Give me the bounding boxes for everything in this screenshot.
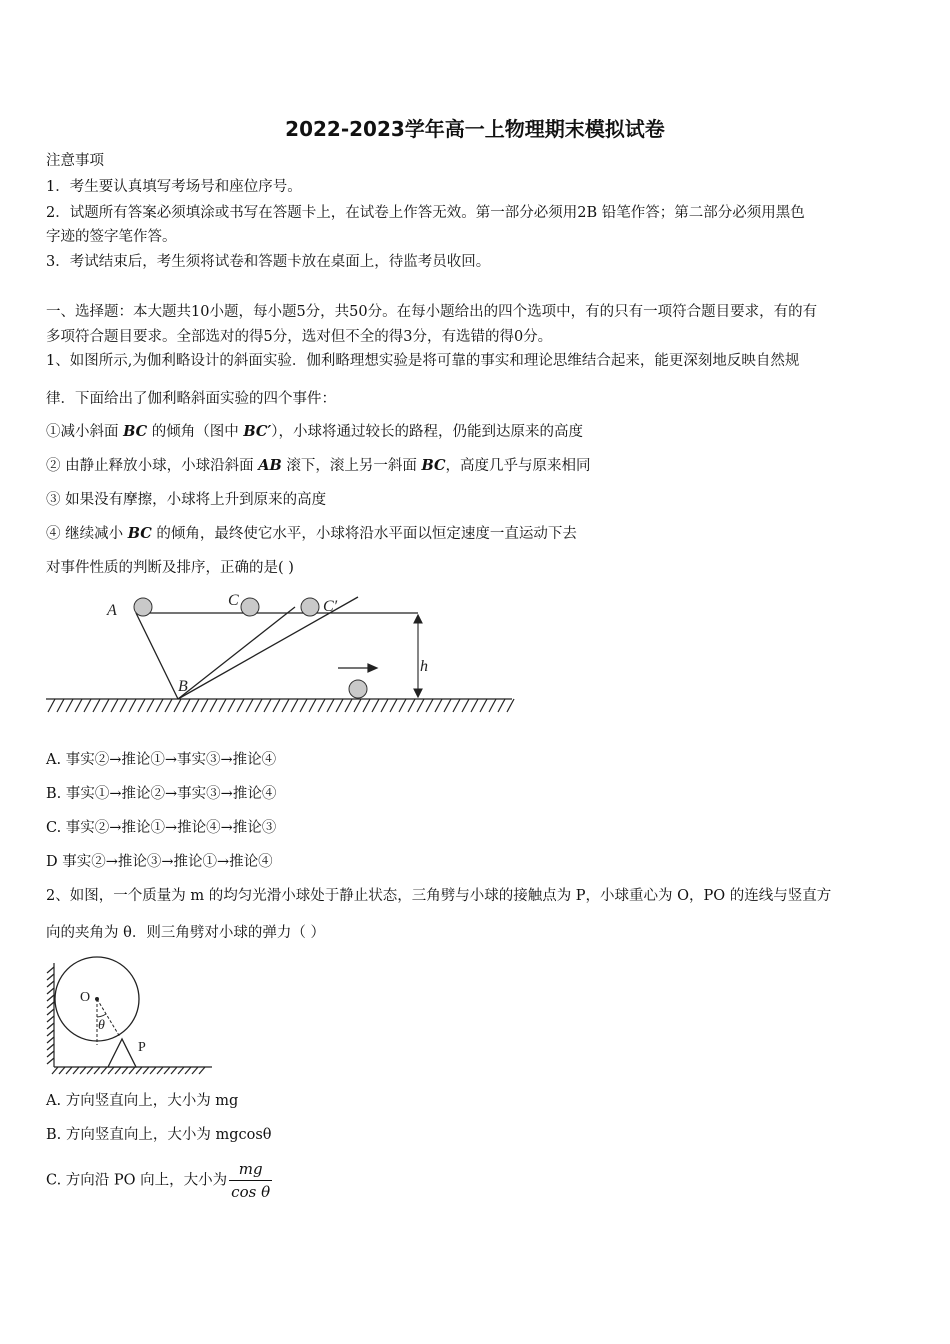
notice-item-2: 2．试题所有答案必须填涂或书写在答题卡上，在试卷上作答无效。第一部分必须用2B 铅笔作答；第二部分必须用黑色 bbox=[46, 205, 805, 221]
ball-c bbox=[241, 598, 259, 616]
q1-event-2: ② 由静止释放小球，小球沿斜面 AB 滚下，滚上另一斜面 BC，高度几乎与原来相同 bbox=[46, 457, 591, 474]
q2-stem-2: 向的夹角为 θ．则三角劈对小球的弹力（ ） bbox=[46, 925, 325, 941]
ground-hatching bbox=[46, 699, 514, 712]
q1-stem-2: 律．下面给出了伽利略斜面实验的四个事件： bbox=[46, 391, 336, 407]
section-instructions-2: 多项符合题目要求。全部选对的得5分，选对但不全的得3分，有选错的得0分。 bbox=[46, 329, 553, 345]
label-c-prime: C′ bbox=[323, 598, 338, 615]
q1-option-c: C. 事实②→推论①→推论④→推论③ bbox=[46, 820, 277, 836]
motion-arrow bbox=[338, 664, 377, 672]
q1-figure bbox=[40, 585, 520, 720]
notice-item-2-cont: 字迹的签字笔作答。 bbox=[46, 229, 177, 245]
ball-rolling bbox=[349, 680, 367, 698]
section-instructions-1: 一、选择题：本大题共10小题，每小题5分，共50分。在每小题给出的四个选项中，有的只有一项符合题目要求，有的有 bbox=[46, 304, 818, 320]
notice-item-3: 3．考试结束后，考生须将试卷和答题卡放在桌面上，待监考员收回。 bbox=[46, 254, 491, 270]
q1-stem-1: 1、如图所示,为伽利略设计的斜面实验．伽利略理想实验是将可靠的事实和理论思维结合起来，能更深刻地反映自然规 bbox=[46, 353, 800, 369]
q1-option-d: D 事实②→推论③→推论①→推论④ bbox=[46, 854, 273, 870]
q1-event-4: ④ 继续减小 BC 的倾角，最终使它水平，小球将沿水平面以恒定速度一直运动下去 bbox=[46, 525, 577, 542]
theta-arc bbox=[97, 1014, 106, 1017]
label-c: C bbox=[228, 592, 239, 609]
q2-option-b: B. 方向竖直向上，大小为 mgcosθ bbox=[46, 1127, 272, 1143]
page-title: 2022-2023学年高一上物理期末模拟试卷 bbox=[285, 117, 665, 141]
label-o: O bbox=[80, 990, 91, 1005]
wedge bbox=[108, 1039, 136, 1067]
q1-option-b: B. 事实①→推论②→事实③→推论④ bbox=[46, 786, 277, 802]
q1-event-1: ①减小斜面 BC 的倾角（图中 BC′），小球将通过较长的路程，仍能到达原来的高度 bbox=[46, 423, 584, 440]
ball-a bbox=[134, 598, 152, 616]
height-arrow bbox=[414, 615, 422, 697]
q2-option-c: C. 方向沿 PO 向上，大小为 $\frac{mg}{\text{cos θ}}$ bbox=[46, 1160, 271, 1201]
q1-option-a: A. 事实②→推论①→事实③→推论④ bbox=[46, 752, 277, 768]
ball-c-prime bbox=[301, 598, 319, 616]
notice-item-1: 1．考生要认真填写考场号和座位序号。 bbox=[46, 179, 302, 195]
q2-stem-1: 2、如图，一个质量为 m 的均匀光滑小球处于静止状态，三角劈与小球的接触点为 P，小球重心为 O，PO 的连线与竖直方 bbox=[46, 888, 832, 904]
q1-ask: 对事件性质的判断及排序，正确的是( ) bbox=[46, 560, 294, 576]
label-p: P bbox=[138, 1040, 146, 1055]
q2-option-a: A. 方向竖直向上，大小为 mg bbox=[46, 1093, 239, 1109]
label-b: B bbox=[178, 678, 188, 695]
label-a: A bbox=[107, 602, 117, 619]
q1-event-3: ③ 如果没有摩擦，小球将上升到原来的高度 bbox=[46, 492, 327, 508]
q2-figure bbox=[40, 955, 220, 1080]
fraction: $\frac{mg}{\text{cos θ}}$ bbox=[231, 1160, 271, 1201]
label-theta: θ bbox=[98, 1018, 105, 1033]
label-h: h bbox=[420, 658, 428, 675]
notice-heading: 注意事项 bbox=[46, 153, 104, 169]
